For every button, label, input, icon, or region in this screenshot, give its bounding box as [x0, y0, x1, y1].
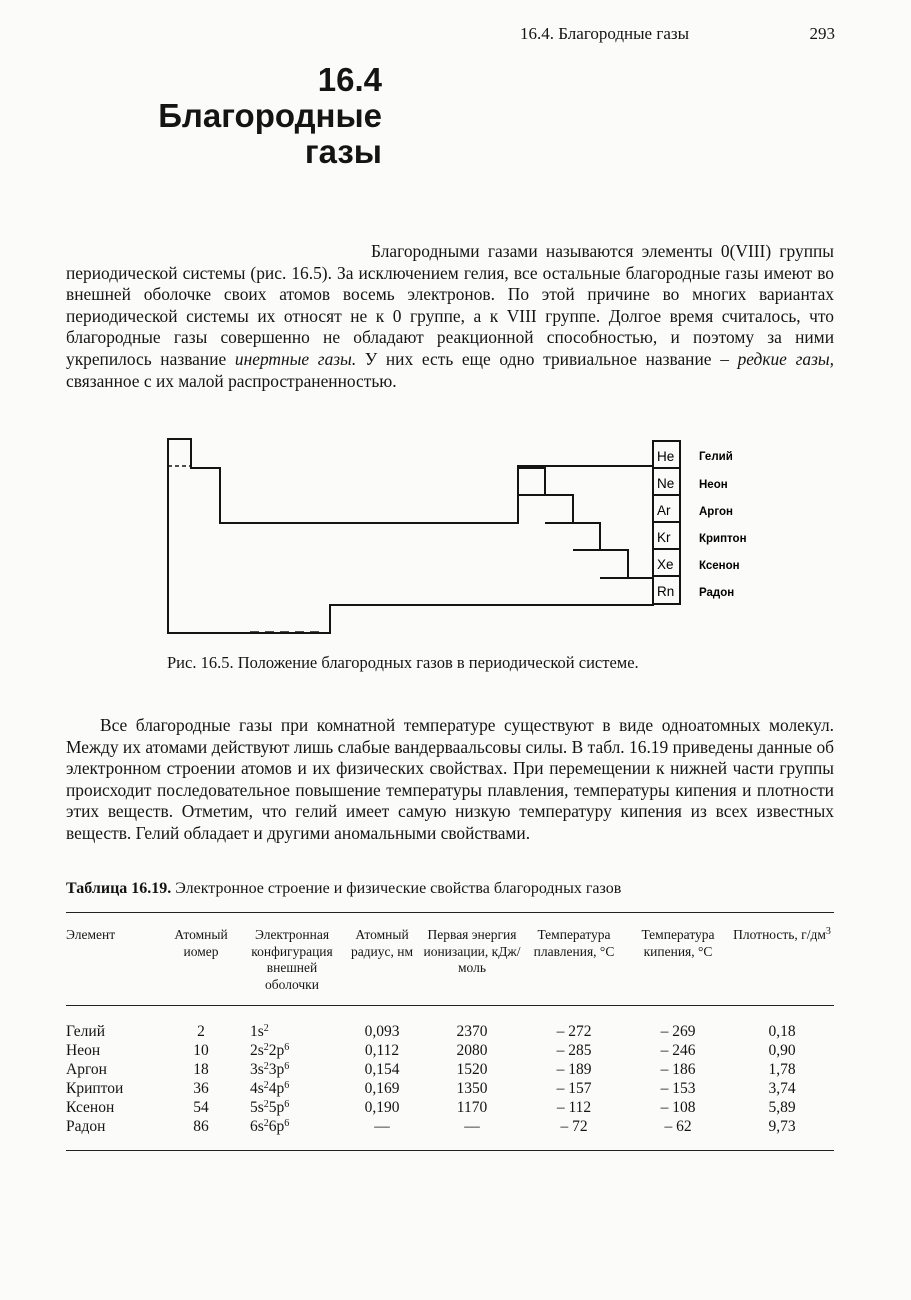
config-p-electrons: 6	[284, 1080, 290, 1091]
config-s-electrons: 2	[263, 1118, 269, 1129]
header-element: Элемент	[66, 913, 160, 1006]
config-p-electrons: 6	[284, 1099, 290, 1110]
table-row	[66, 1079, 834, 1098]
cell-atomic-radius: —	[374, 1118, 390, 1135]
term-rare-gases: редкие газы,	[737, 348, 834, 369]
cell-density: 9,73	[768, 1118, 796, 1135]
cell-element-name: Криптои	[66, 1080, 124, 1097]
cell-atomic-radius: 0,154	[364, 1061, 400, 1078]
config-s-orbital: 2s	[250, 1042, 264, 1059]
config-s-orbital: 3s	[250, 1061, 264, 1078]
table-caption	[66, 880, 621, 898]
cell-atomic-radius: 0,093	[364, 1023, 400, 1040]
cell-atomic-number: 86	[193, 1118, 209, 1135]
cell-boiling-point: – 186	[660, 1061, 696, 1078]
symbol-kr: Kr	[657, 530, 671, 545]
table-caption-label: Таблица 16.19.	[66, 880, 172, 897]
config-s-electrons: 2	[263, 1042, 269, 1053]
section-number: 16.4	[317, 61, 382, 98]
name-neon: Неон	[699, 479, 728, 491]
cell-ionization-energy: 2080	[456, 1042, 488, 1059]
cell-electron-config	[242, 1098, 342, 1117]
symbol-he: He	[657, 449, 675, 464]
header-ionization-energy: Первая энергия ионизации, кДж/моль	[422, 913, 522, 1006]
symbol-ar: Ar	[657, 503, 671, 518]
cell-atomic-number: 2	[197, 1023, 205, 1040]
section-title-line1: Благородные	[158, 97, 382, 134]
term-inert-gases: инертные газы.	[234, 348, 357, 369]
cell-boiling-point: – 246	[660, 1042, 696, 1059]
table-header-row	[66, 913, 834, 1006]
cell-melting-point: – 157	[556, 1080, 592, 1097]
cell-atomic-radius: 0,169	[364, 1080, 400, 1097]
table-row	[66, 1060, 834, 1079]
header-density-label: Плотность, г/дм	[733, 927, 826, 942]
cell-atomic-number: 10	[193, 1042, 209, 1059]
cell-density: 0,18	[768, 1023, 796, 1040]
cell-electron-config	[242, 1079, 342, 1098]
cell-melting-point: – 72	[560, 1118, 588, 1135]
cell-boiling-point: – 269	[660, 1023, 696, 1040]
cell-melting-point: – 189	[556, 1061, 592, 1078]
config-s-electrons: 2	[263, 1099, 269, 1110]
cell-atomic-number: 54	[193, 1099, 209, 1116]
cell-atomic-radius: 0,190	[364, 1099, 400, 1116]
config-p-orbital: 4p	[268, 1080, 285, 1097]
cell-element-name: Неон	[66, 1042, 101, 1059]
cell-boiling-point: – 153	[660, 1080, 696, 1097]
cell-ionization-energy: 1520	[456, 1061, 488, 1078]
config-s-orbital: 4s	[250, 1080, 264, 1097]
intro-text-1: Благородными газами называются элементы 0(VIII) группы периодической системы (рис. 16.5). За исключением гелия, все остальные благородные газы имеют во внешней оболочке своих атомов восемь электронов. По этой причине во многих вариантах периодической системы их относят не к 0 группе, а к VIII группе. Долгое время считалось, что благородные газы совершенно не обладают реакционной способностью, и поэтому за ними укрепилось название	[66, 241, 834, 369]
header-melting-point: Температура плавления, °С	[522, 913, 626, 1006]
cell-density: 1,78	[768, 1061, 796, 1078]
symbol-rn: Rn	[657, 584, 675, 599]
cell-melting-point: – 272	[556, 1023, 592, 1040]
running-title: 16.4. Благородные газы	[520, 24, 689, 43]
intro-text-2: У них есть еще одно тривиальное название –	[356, 348, 738, 369]
config-s-orbital: 5s	[250, 1099, 264, 1116]
cell-density: 0,90	[768, 1042, 796, 1059]
cell-element-name: Гелий	[66, 1023, 105, 1040]
cell-electron-config	[242, 1041, 342, 1060]
header-electron-config: Электронная конфигурация внешней оболочки	[242, 913, 342, 1006]
config-s-electrons: 2	[263, 1023, 269, 1034]
cell-electron-config	[242, 1117, 342, 1151]
intro-paragraph	[66, 241, 834, 392]
properties-table	[66, 912, 834, 1151]
cell-element-name: Аргон	[66, 1061, 107, 1078]
name-argon: Аргон	[699, 506, 733, 518]
config-s-orbital: 6s	[250, 1118, 264, 1135]
table-row	[66, 1041, 834, 1060]
config-s-electrons: 2	[263, 1080, 269, 1091]
cell-ionization-energy: 2370	[456, 1023, 488, 1040]
table-outline	[168, 439, 653, 633]
config-p-orbital: 6p	[268, 1118, 285, 1135]
cell-boiling-point: – 62	[664, 1118, 692, 1135]
header-boiling-point: Температура кипения, °С	[626, 913, 730, 1006]
config-p-electrons: 6	[284, 1042, 290, 1053]
body-paragraph: Все благородные газы при комнатной температуре существуют в виде одноатомных молекул. Между их атомами действуют лишь слабые вандерваальсовы силы. В табл. 16.19 приведены данные об электронном строении атомов и их физических свойствах. При перемещении к нижней части группы происходит последовательное повышение температуры плавления, температуры кипения и плотности этих веществ. Отметим, что гелий имеет самую низкую температуру кипения из всех известных веществ. Гелий обладает и другими аномальными свойствами.	[66, 715, 834, 843]
periodic-table-figure	[160, 436, 780, 641]
cell-element-name: Радон	[66, 1118, 106, 1135]
config-p-orbital: 3p	[268, 1061, 285, 1078]
config-p-orbital: 5p	[268, 1099, 285, 1116]
intro-text-3: связанное с их малой распространенностью.	[66, 370, 397, 391]
cell-atomic-number: 36	[193, 1080, 209, 1097]
cell-element-name: Ксенон	[66, 1099, 115, 1116]
figure-caption: Рис. 16.5. Положение благородных газов в периодической системе.	[167, 653, 639, 672]
table-row	[66, 1006, 834, 1042]
cell-density: 3,74	[768, 1080, 796, 1097]
config-p-electrons: 6	[284, 1061, 290, 1072]
cell-density: 5,89	[768, 1099, 796, 1116]
cell-electron-config	[242, 1060, 342, 1079]
config-p-orbital: 2p	[268, 1042, 285, 1059]
running-head	[520, 24, 835, 44]
page-number: 293	[809, 24, 835, 43]
symbol-ne: Ne	[657, 476, 675, 491]
config-s-electrons: 2	[263, 1061, 269, 1072]
header-density-exponent: 3	[825, 926, 831, 937]
config-p-electrons: 6	[284, 1118, 290, 1129]
name-xenon: Ксенон	[699, 560, 740, 572]
cell-ionization-energy: 1350	[456, 1080, 488, 1097]
cell-electron-config	[242, 1006, 342, 1042]
header-density	[730, 913, 834, 1006]
cell-melting-point: – 112	[556, 1099, 592, 1116]
cell-atomic-radius: 0,112	[364, 1042, 400, 1059]
section-title	[100, 62, 382, 170]
cell-atomic-number: 18	[193, 1061, 209, 1078]
header-atomic-radius: Атомный радиус, нм	[342, 913, 422, 1006]
cell-ionization-energy: 1170	[456, 1099, 488, 1116]
name-helium: Гелий	[699, 451, 733, 463]
name-radon: Радон	[699, 587, 735, 599]
section-title-line2: газы	[304, 133, 382, 170]
symbol-xe: Xe	[657, 557, 674, 572]
table-row	[66, 1098, 834, 1117]
config-s-orbital: 1s	[250, 1023, 264, 1040]
cell-melting-point: – 285	[556, 1042, 592, 1059]
table-row	[66, 1117, 834, 1151]
table-caption-text: Электронное строение и физические свойства благородных газов	[171, 880, 622, 897]
header-atomic-number: Атомный иомер	[160, 913, 242, 1006]
name-krypton: Криптон	[699, 533, 747, 545]
cell-boiling-point: – 108	[660, 1099, 696, 1116]
cell-ionization-energy: —	[464, 1118, 480, 1135]
